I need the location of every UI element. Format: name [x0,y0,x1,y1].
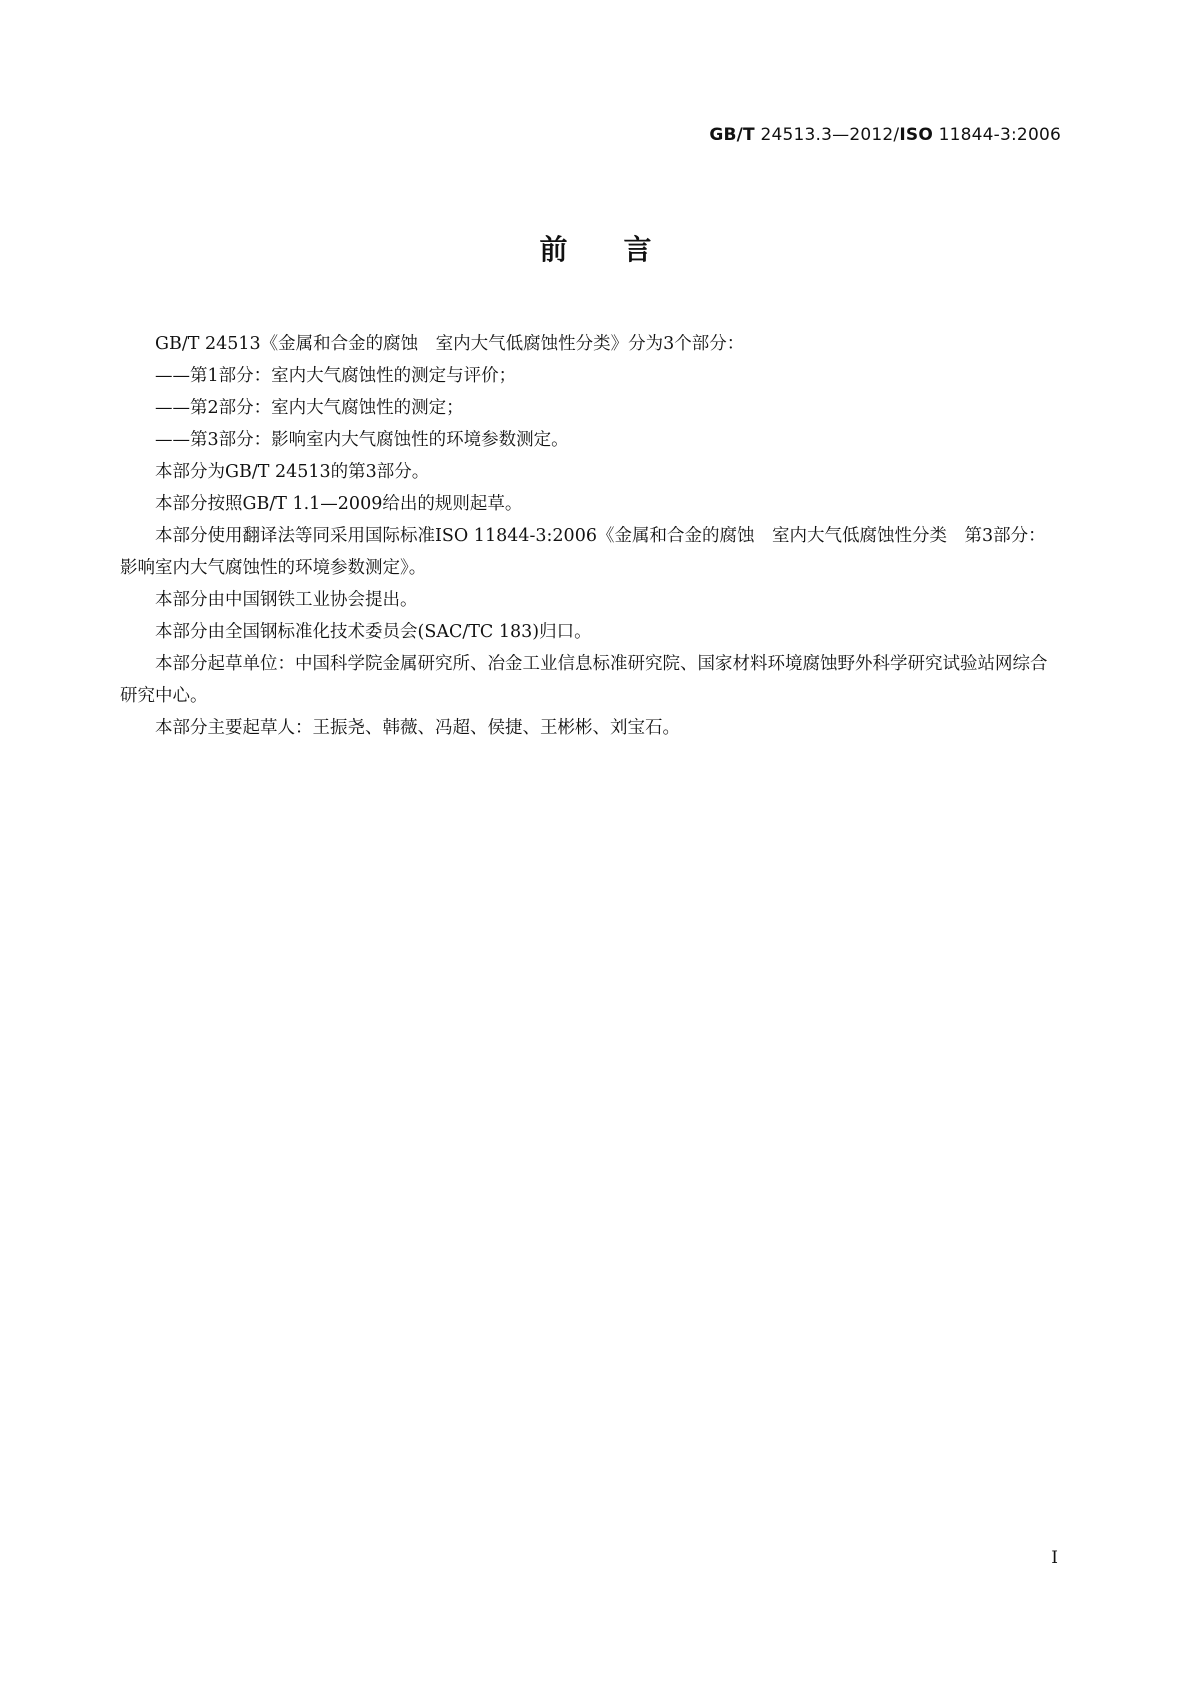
standard-number: 24513.3—2012/ [754,125,900,145]
paragraph-committee: 本部分由全国钢标准化技术委员会(SAC/TC 183)归口。 [155,622,592,642]
paragraph-drafting-rules: 本部分按照GB/T 1.1—2009给出的规则起草。 [155,494,523,514]
standard-prefix: GB/T [709,125,755,145]
paragraph-parts-intro: GB/T 24513《金属和合金的腐蚀 室内大气低腐蚀性分类》分为3个部分： [155,334,745,354]
page-title: 前言 [539,233,708,266]
iso-number: 11844-3:2006 [932,125,1061,145]
page-number: I [1051,1548,1058,1568]
paragraph-proposer: 本部分由中国钢铁工业协会提出。 [155,590,418,610]
standard-code-header [709,125,1061,145]
paragraph-this-part: 本部分为GB/T 24513的第3部分。 [155,462,430,482]
list-item-part-1: ——第1部分：室内大气腐蚀性的测定与评价； [155,366,517,386]
iso-prefix: ISO [899,125,933,145]
foreword-body [120,328,1062,744]
paragraph-adoption: 本部分使用翻译法等同采用国际标准ISO 11844-3:2006《金属和合金的腐蚀 室内大气低腐蚀性分类 第3部分：影响室内大气腐蚀性的环境参数测定》。 [120,526,1046,578]
list-item-part-3: ——第3部分：影响室内大气腐蚀性的环境参数测定。 [155,430,569,450]
paragraph-drafting-units: 本部分起草单位：中国科学院金属研究所、冶金工业信息标准研究院、国家材料环境腐蚀野外科学研究试验站网综合研究中心。 [120,654,1048,706]
paragraph-drafters: 本部分主要起草人：王振尧、韩薇、冯超、侯捷、王彬彬、刘宝石。 [155,718,680,738]
list-item-part-2: ——第2部分：室内大气腐蚀性的测定； [155,398,464,418]
